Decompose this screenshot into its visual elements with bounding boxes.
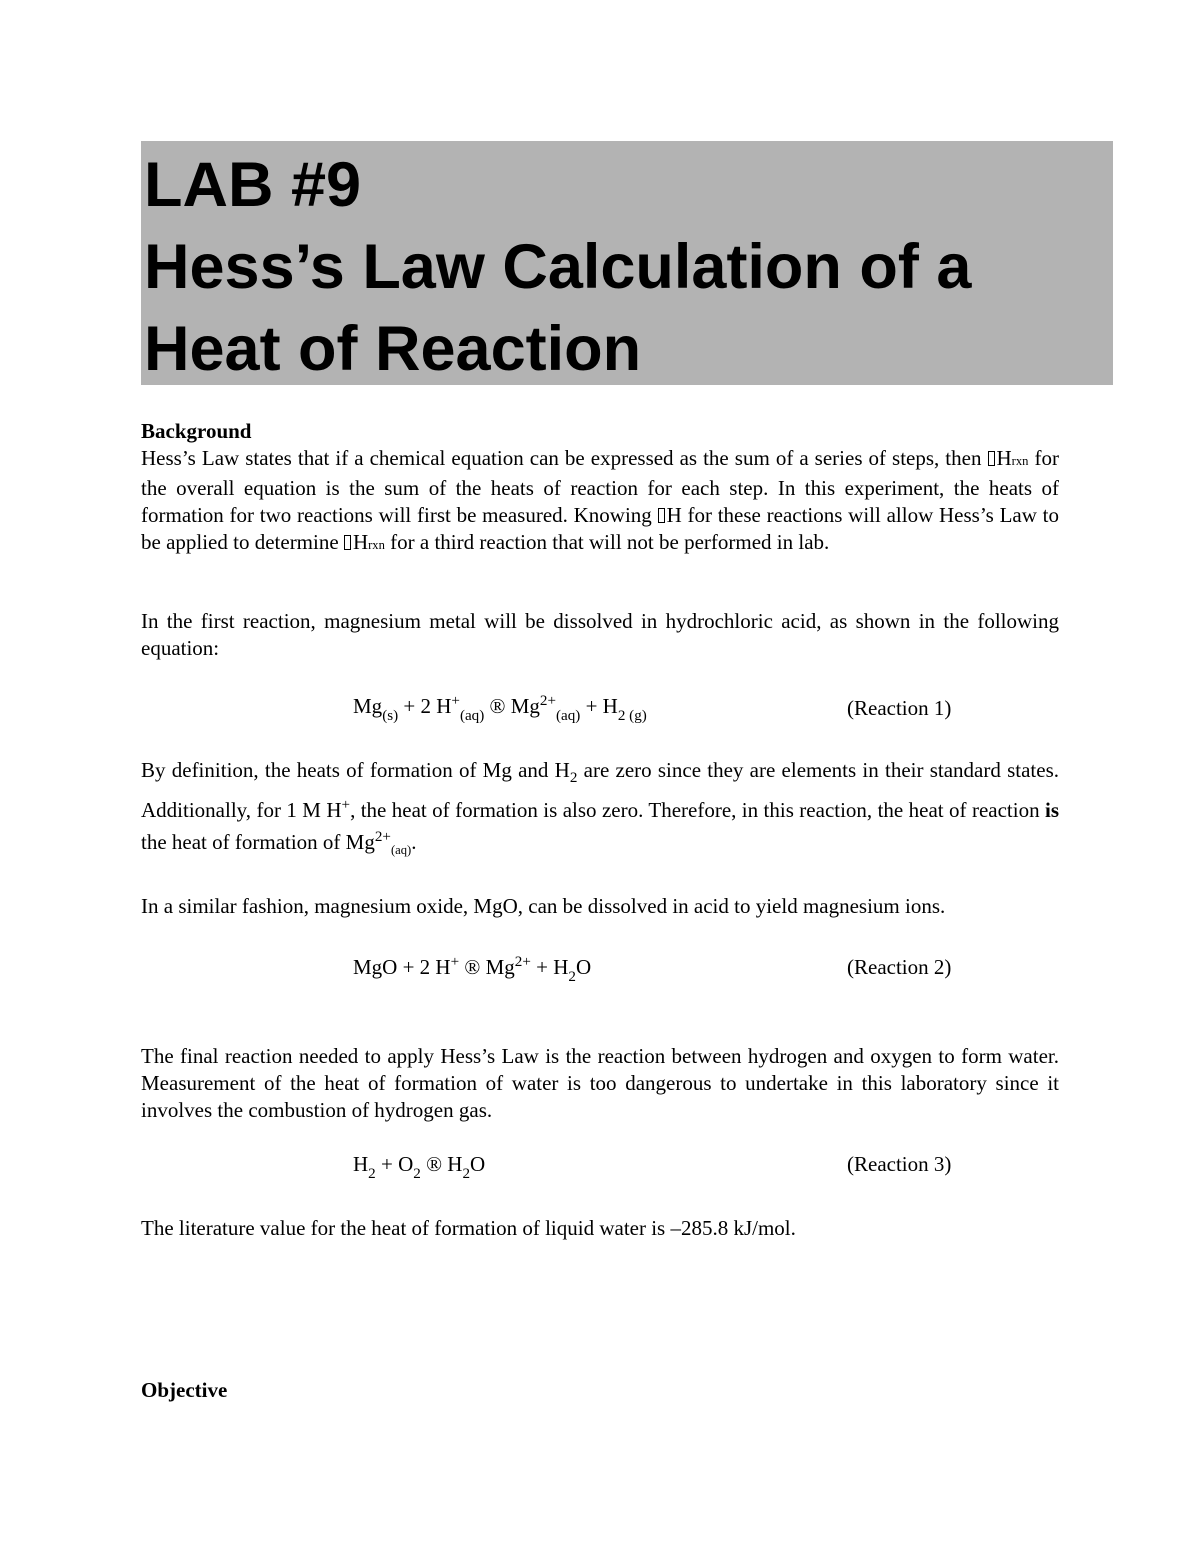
background-paragraph-3: By definition, the heats of formation of Mg and $H_2$ are zero since they are elements in their standard states. Additionally, for 1 M H+, the heat of formation is also zero. Therefore, in this reaction, the heat of reaction is the heat of formation of $Mg^{2+}_{(aq)}$.	[141, 758, 1060, 858]
reaction-3-equation: $H_2 + O_2$ ® $H_2O$	[353, 1152, 486, 1182]
lab-number-title: LAB #9	[144, 150, 362, 220]
background-paragraph-1: Hess’s Law states that if a chemical equation can be expressed as the sum of a series of steps, then Hrxn for the overall equation is the sum of the heats of reaction for each step. In this experiment, the heats of formation for two reactions will first be measured. Knowing H for these reactions will allow Hess’s Law to be applied to determine Hrxn for a third reaction that will not be performed in lab.	[141, 446, 1059, 554]
lab-title-line-2: Hess’s Law Calculation of a	[144, 232, 972, 302]
reaction-2-label: (Reaction 2)	[847, 955, 952, 979]
delta-glyph-icon	[344, 535, 351, 550]
background-heading: Background	[141, 419, 252, 443]
reaction-1-equation: $Mg_{(s)} + 2$ $H^+_{(aq)}$ ® $Mg^{2+}_{(aq)} + H_{2 (g)}$	[353, 692, 647, 724]
reaction-1-label: (Reaction 1)	[847, 696, 952, 720]
reaction-2-equation: MgO + 2 H+ ® $Mg^{2+} + H_2O$	[353, 953, 592, 985]
lab-title-line-3: Heat of Reaction	[144, 314, 642, 384]
objective-heading: Objective	[141, 1378, 228, 1402]
delta-glyph-icon	[988, 451, 995, 466]
reaction-3-label: (Reaction 3)	[847, 1152, 952, 1176]
delta-glyph-icon	[658, 508, 665, 523]
background-paragraph-6: The literature value for the heat of formation of liquid water is –285.8 kJ/mol.	[141, 1216, 796, 1240]
background-paragraph-5: The final reaction needed to apply Hess’s Law is the reaction between hydrogen and oxygen to form water. Measurement of the heat of formation of water is too dangerous to undertake in this laboratory since it involves the combustion of hydrogen gas.	[141, 1044, 1059, 1122]
background-paragraph-4: In a similar fashion, magnesium oxide, MgO, can be dissolved in acid to yield magnesium ions.	[141, 894, 946, 918]
background-paragraph-2: In the first reaction, magnesium metal will be dissolved in hydrochloric acid, as shown in the following equation:	[141, 609, 1059, 660]
